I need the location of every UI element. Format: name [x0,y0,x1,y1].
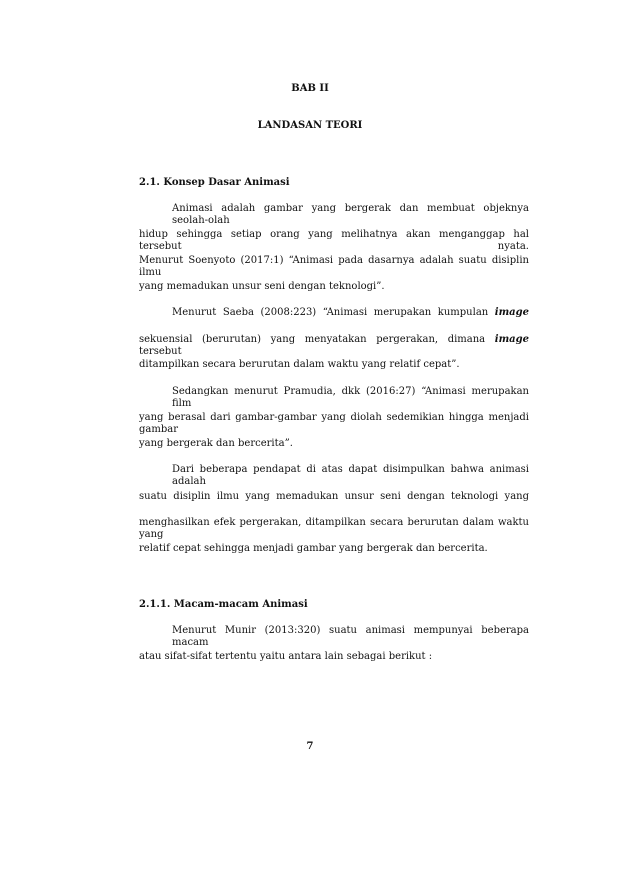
paragraph-line: suatu disiplin ilmu yang memadukan unsur seni dengan teknologi yang [139,491,529,502]
subsection-heading: 2.1.1. Macam-macam Animasi [139,599,308,610]
paragraph-line: yang berasal dari gambar-gambar yang diolah sedemikian hingga menjadi gambar [139,412,529,435]
chapter-label: BAB II [291,83,329,94]
paragraph-line: Menurut Saeba (2008:223) “Animasi merupakan kumpulan image [172,307,529,318]
paragraph-line: yang bergerak dan bercerita”. [139,438,293,449]
paragraph-line: yang memadukan unsur seni dengan teknologi”. [139,281,385,292]
paragraph-line: sekuensial (berurutan) yang menyatakan pergerakan, dimana image tersebut [139,334,529,357]
chapter-title: LANDASAN TEORI [257,120,363,131]
page-number: 7 [306,741,314,752]
paragraph-line: hidup sehingga setiap orang yang melihatnya akan menganggap hal tersebut nyata. [139,229,529,252]
section-heading: 2.1. Konsep Dasar Animasi [139,177,290,188]
paragraph-line: Menurut Munir (2013:320) suatu animasi mempunyai beberapa macam [172,625,529,648]
paragraph-line: Dari beberapa pendapat di atas dapat disimpulkan bahwa animasi adalah [172,464,529,487]
paragraph-line: relatif cepat sehingga menjadi gambar yang bergerak dan bercerita. [139,543,488,554]
paragraph-line: Sedangkan menurut Pramudia, dkk (2016:27) “Animasi merupakan film [172,386,529,409]
paragraph-line: ditampilkan secara berurutan dalam waktu yang relatif cepat”. [139,359,460,370]
paragraph-line: Animasi adalah gambar yang bergerak dan membuat objeknya seolah-olah [172,203,529,226]
paragraph-line: Menurut Soenyoto (2017:1) “Animasi pada dasarnya adalah suatu disiplin ilmu [139,255,529,278]
paragraph-line: menghasilkan efek pergerakan, ditampilkan secara berurutan dalam waktu yang [139,517,529,540]
paragraph-line: atau sifat-sifat tertentu yaitu antara lain sebagai berikut : [139,651,433,662]
